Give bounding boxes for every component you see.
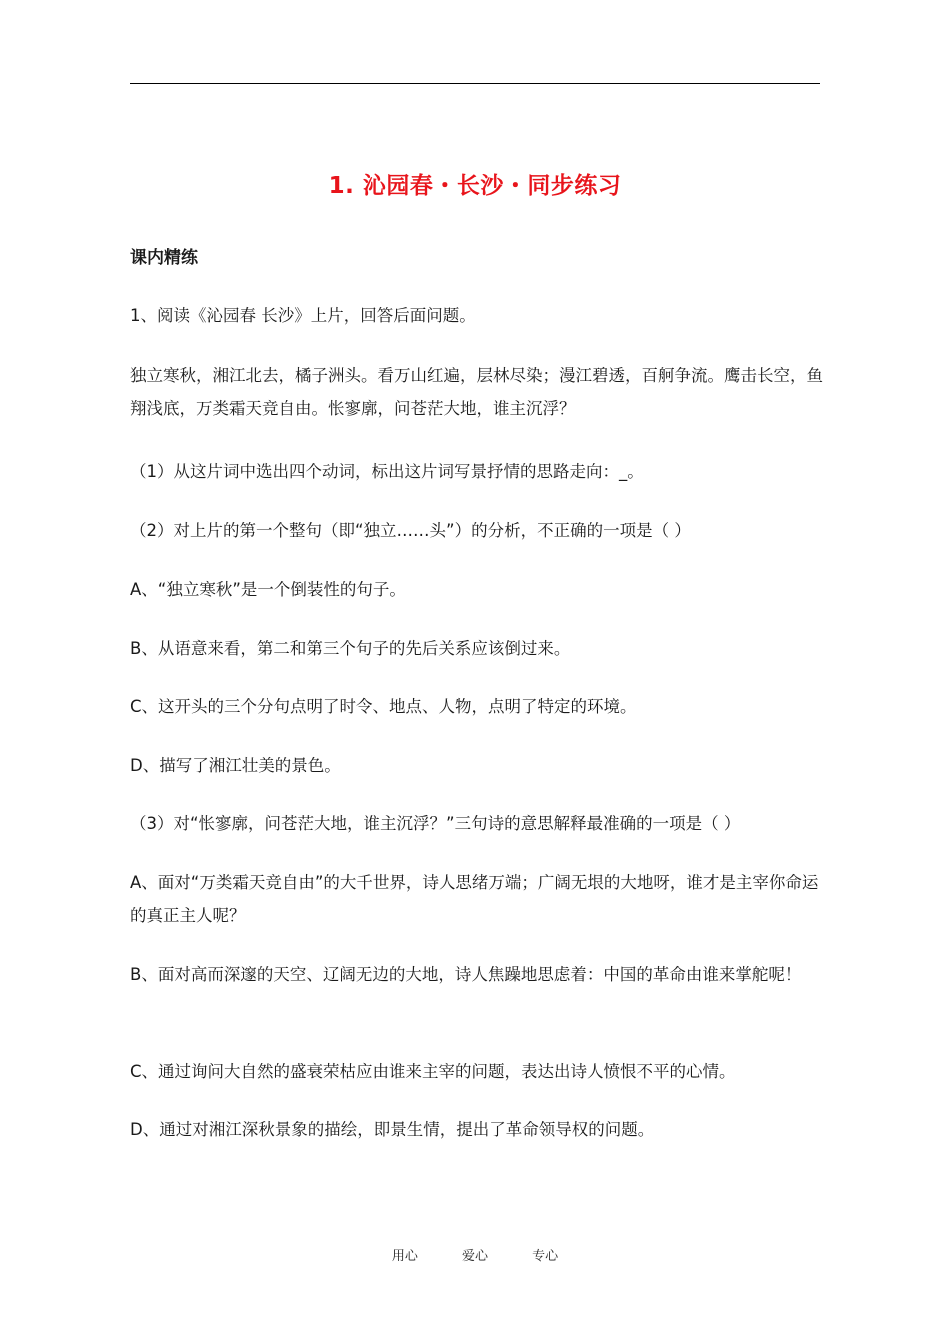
section-heading: 课内精练 bbox=[130, 248, 198, 268]
sub2-option-b: B、从语意来看，第二和第三个句子的先后关系应该倒过来。 bbox=[130, 639, 571, 658]
sub3-option-b: B、面对高而深邃的天空、辽阔无边的大地，诗人焦躁地思虑着：中国的革命由谁来掌舵呢！ bbox=[130, 965, 802, 984]
poem-passage: 独立寒秋，湘江北去，橘子洲头。看万山红遍，层林尽染；漫江碧透，百舸争流。鹰击长空，鱼翔浅底，万类霜天竞自由。怅寥廓，问苍茫大地，谁主沉浮？ bbox=[130, 366, 823, 418]
sub2-option-c: C、这开头的三个分句点明了时令、地点、人物，点明了特定的环境。 bbox=[130, 697, 637, 716]
sub3-option-d: D、通过对湘江深秋景象的描绘，即景生情，提出了革命领导权的问题。 bbox=[130, 1120, 655, 1139]
sub2-option-d: D、描写了湘江壮美的景色。 bbox=[130, 756, 341, 775]
sub-question-3: （3）对“怅寥廓，问苍茫大地，谁主沉浮？”三句诗的意思解释最准确的一项是（ ） bbox=[130, 814, 741, 833]
footer-item: 用心 bbox=[391, 1249, 418, 1264]
sub3-option-c: C、通过询问大自然的盛衰荣枯应由谁来主宰的问题，表达出诗人愤恨不平的心情。 bbox=[130, 1062, 736, 1081]
sub2-option-a: A、“独立寒秋”是一个倒装性的句子。 bbox=[130, 580, 406, 599]
footer-item: 爱心 bbox=[461, 1249, 488, 1264]
sub-question-2: （2）对上片的第一个整句（即“独立……头”）的分析，不正确的一项是（ ） bbox=[130, 521, 691, 540]
page-footer bbox=[0, 1246, 950, 1268]
footer-item: 专心 bbox=[532, 1249, 559, 1264]
sub-question-1: （1）从这片词中选出四个动词，标出这片词写景抒情的思路走向：_。 bbox=[130, 462, 644, 481]
header-rule bbox=[130, 83, 820, 84]
document-title: 1. 沁园春・长沙・同步练习 bbox=[328, 173, 622, 199]
sub3-option-a: A、面对“万类霜天竞自由”的大千世界，诗人思绪万端；广阔无垠的大地呀，谁才是主宰你命运的真正主人呢？ bbox=[130, 873, 819, 925]
question-1: 1、阅读《沁园春 长沙》上片，回答后面问题。 bbox=[130, 306, 476, 325]
